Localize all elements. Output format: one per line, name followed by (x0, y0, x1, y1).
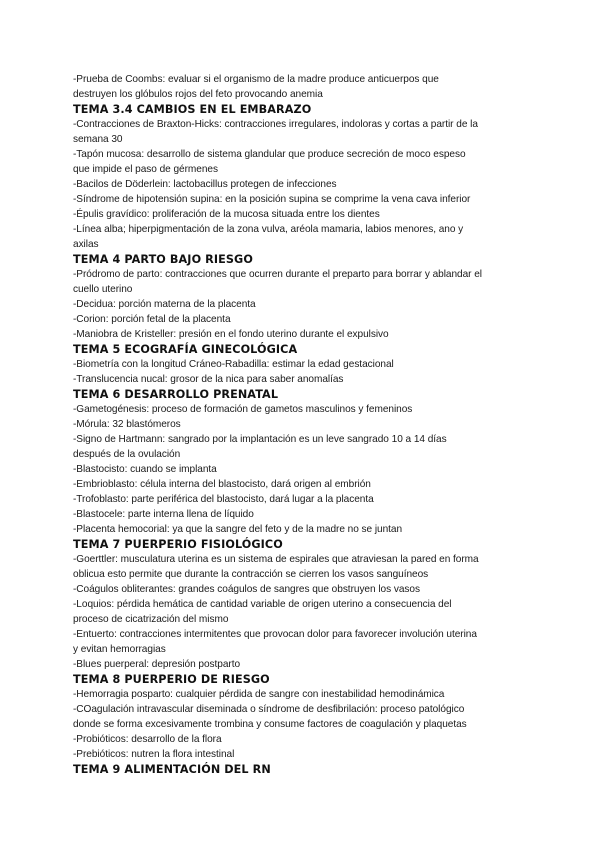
text-line: proceso de cicatrización del mismo (73, 614, 229, 625)
text-line: -Épulis gravídico: proliferación de la mucosa situada entre los dientes (73, 209, 380, 220)
text-line: -Blues puerperal: depresión postparto (73, 659, 241, 670)
text-line: -Loquios: pérdida hemática de cantidad variable de origen uterino a consecuencia del (73, 599, 452, 610)
text-line: donde se forma excesivamente trombina y consume factores de coagulación y plaquetas (73, 719, 467, 730)
text-line: -Maniobra de Kristeller: presión en el fondo uterino durante el expulsivo (73, 329, 389, 340)
text-line: -Línea alba; hiperpigmentación de la zona vulva, aréola mamaria, labios menores, ano y (73, 224, 464, 235)
text-line: -Decidua: porción materna de la placenta (73, 299, 256, 310)
section-heading: TEMA 5 ECOGRAFÍA GINECOLÓGICA (73, 343, 298, 356)
text-line: destruyen los glóbulos rojos del feto provocando anemia (73, 89, 323, 100)
text-line: cuello uterino (73, 284, 133, 295)
text-line: axilas (73, 239, 99, 250)
text-line: -Coágulos obliterantes: grandes coágulos de sangres que obstruyen los vasos (73, 584, 420, 595)
text-line: oblicua esto permite que durante la contracción se cierren los vasos sanguíneos (73, 569, 429, 580)
text-line: -Placenta hemocorial: ya que la sangre del feto y de la madre no se juntan (73, 524, 403, 535)
text-line: -Corion: porción fetal de la placenta (73, 314, 231, 325)
text-line: semana 30 (73, 134, 123, 145)
text-line: -Gametogénesis: proceso de formación de gametos masculinos y femeninos (73, 404, 413, 415)
section-heading: TEMA 3.4 CAMBIOS EN EL EMBARAZO (73, 103, 312, 116)
text-line: -Goerttler: musculatura uterina es un sistema de espirales que atraviesan la pared en forma (73, 554, 479, 565)
text-line: -Blastocisto: cuando se implanta (73, 464, 217, 475)
section-heading: TEMA 9 ALIMENTACIÓN DEL RN (73, 763, 271, 776)
section-heading: TEMA 6 DESARROLLO PRENATAL (73, 388, 279, 401)
text-line: -Biometría con la longitud Cráneo-Rabadilla: estimar la edad gestacional (73, 359, 394, 370)
text-line: -COagulación intravascular diseminada o síndrome de desfibrilación: proceso patológico (73, 704, 465, 715)
text-line: -Entuerto: contracciones intermitentes que provocan dolor para favorecer involución uterina (73, 629, 477, 640)
section-heading: TEMA 4 PARTO BAJO RIESGO (73, 253, 253, 266)
text-line: -Translucencia nucal: grosor de la nica para saber anomalías (73, 374, 344, 385)
text-line: -Pródromo de parto: contracciones que ocurren durante el preparto para borrar y ablandar el (73, 269, 482, 280)
text-line: -Trofoblasto: parte periférica del blastocisto, dará lugar a la placenta (73, 494, 374, 505)
text-line: -Hemorragia posparto: cualquier pérdida de sangre con inestabilidad hemodinámica (73, 689, 445, 700)
text-line: -Prebióticos: nutren la flora intestinal (73, 749, 235, 760)
text-line: -Bacilos de Döderlein: lactobacillus protegen de infecciones (73, 179, 337, 190)
text-line: que impide el paso de gérmenes (73, 164, 218, 175)
text-line: -Blastocele: parte interna llena de líquido (73, 509, 254, 520)
text-line: -Tapón mucosa: desarrollo de sistema glandular que produce secreción de moco espeso (73, 149, 466, 160)
text-line: -Probióticos: desarrollo de la flora (73, 734, 222, 745)
section-heading: TEMA 8 PUERPERIO DE RIESGO (73, 673, 270, 686)
section-heading: TEMA 7 PUERPERIO FISIOLÓGICO (73, 538, 283, 551)
text-line: -Signo de Hartmann: sangrado por la implantación es un leve sangrado 10 a 14 días (73, 434, 447, 445)
text-line: -Síndrome de hipotensión supina: en la posición supina se comprime la vena cava inferior (73, 194, 471, 205)
text-line: y evitan hemorragias (73, 644, 166, 655)
text-line: -Mórula: 32 blastómeros (73, 419, 181, 430)
document-page (73, 72, 528, 777)
text-line: después de la ovulación (73, 449, 181, 460)
text-line: -Embrioblasto: célula interna del blastocisto, dará origen al embrión (73, 479, 371, 490)
text-line: -Prueba de Coombs: evaluar si el organismo de la madre produce anticuerpos que (73, 74, 439, 85)
text-line: -Contracciones de Braxton-Hicks: contracciones irregulares, indoloras y cortas a partir de la (73, 119, 478, 130)
